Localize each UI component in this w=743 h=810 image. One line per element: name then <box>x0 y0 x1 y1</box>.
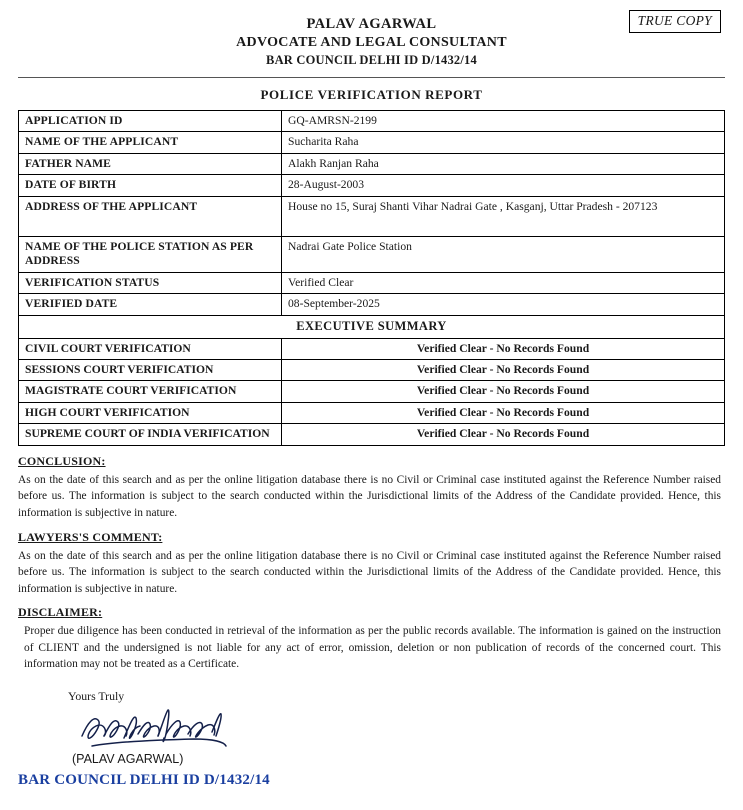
row-value: Verified Clear - No Records Found <box>282 381 725 402</box>
table-row <box>19 236 725 272</box>
advocate-designation: ADVOCATE AND LEGAL CONSULTANT <box>236 35 507 50</box>
row-label: FATHER NAME <box>19 153 282 174</box>
row-label: NAME OF THE APPLICANT <box>19 132 282 153</box>
row-label: VERIFICATION STATUS <box>19 272 282 293</box>
row-value: 08-September-2025 <box>282 294 725 315</box>
table-row <box>19 381 725 402</box>
row-label: DATE OF BIRTH <box>19 175 282 196</box>
disclaimer-section <box>18 605 725 673</box>
conclusion-section <box>18 454 725 522</box>
row-value: 28-August-2003 <box>282 175 725 196</box>
row-value: House no 15, Suraj Shanti Vihar Nadrai Gate , Kasganj, Uttar Pradesh - 207123 <box>282 196 725 236</box>
conclusion-text: As on the date of this search and as per the online litigation database there is no Civil or Criminal case instituted against the Reference Number raised before us. The information is subject to the search conducted within the Jurisdictional limits of the Address of the Candidate provided. Hence, this information is subjective in nature. <box>18 473 721 519</box>
row-value: Verified Clear - No Records Found <box>282 338 725 359</box>
executive-summary-table <box>18 315 725 446</box>
row-label: NAME OF THE POLICE STATION AS PER ADDRESS <box>19 236 282 272</box>
table-row <box>19 294 725 315</box>
row-label: SESSIONS COURT VERIFICATION <box>19 359 282 380</box>
signature-icon <box>74 706 264 754</box>
footer-bar-council-id: BAR COUNCIL DELHI ID D/1432/14 <box>18 771 270 788</box>
closing-salutation: Yours Truly <box>68 688 125 703</box>
row-value: Alakh Ranjan Raha <box>282 153 725 174</box>
lawyers-comment-section <box>18 530 725 598</box>
table-row <box>19 132 725 153</box>
executive-summary-heading: EXECUTIVE SUMMARY <box>19 315 725 338</box>
table-row <box>19 175 725 196</box>
bar-council-id: BAR COUNCIL DELHI ID D/1432/14 <box>266 53 477 67</box>
table-row <box>19 424 725 445</box>
row-value: Verified Clear - No Records Found <box>282 359 725 380</box>
conclusion-heading: CONCLUSION: <box>18 453 106 468</box>
row-label: MAGISTRATE COURT VERIFICATION <box>19 381 282 402</box>
row-value: Verified Clear - No Records Found <box>282 424 725 445</box>
table-row <box>19 111 725 132</box>
table-row <box>19 402 725 423</box>
row-label: CIVIL COURT VERIFICATION <box>19 338 282 359</box>
table-row <box>19 196 725 236</box>
row-value: Nadrai Gate Police Station <box>282 236 725 272</box>
lawyers-comment-heading: LAWYERS'S COMMENT: <box>18 529 163 544</box>
true-copy-stamp: TRUE COPY <box>629 10 721 33</box>
row-label: APPLICATION ID <box>19 111 282 132</box>
table-row <box>19 153 725 174</box>
disclaimer-heading: DISCLAIMER: <box>18 605 103 620</box>
row-value: Verified Clear <box>282 272 725 293</box>
disclaimer-text: Proper due diligence has been conducted in retrieval of the information as per the public records available. The information is gained on the instruction of CLIENT and the undersigned is not liable for any act of error, omission, deletion or non publication of records of the concerned court. This information may not be treated as a Certificate. <box>24 625 721 671</box>
row-label: SUPREME COURT OF INDIA VERIFICATION <box>19 424 282 445</box>
applicant-info-table <box>18 110 725 316</box>
table-row <box>19 338 725 359</box>
header-divider <box>18 77 725 78</box>
signature-block <box>18 689 725 789</box>
row-value: Sucharita Raha <box>282 132 725 153</box>
table-row <box>19 272 725 293</box>
letterhead <box>18 16 725 68</box>
signatory-name: (PALAV AGARWAL) <box>72 751 184 766</box>
row-label: VERIFIED DATE <box>19 294 282 315</box>
table-header-row <box>19 315 725 338</box>
row-value: GQ-AMRSN-2199 <box>282 111 725 132</box>
advocate-name: PALAV AGARWAL <box>306 16 437 32</box>
row-label: ADDRESS OF THE APPLICANT <box>19 196 282 236</box>
lawyers-comment-text: As on the date of this search and as per the online litigation database there is no Civil or Criminal case instituted against the Reference Number raised before us. The information is subject to the search conducted within the Jurisdictional limits of the Address of the Candidate provided. Hence, this information is subjective in nature. <box>18 549 721 595</box>
page-title: POLICE VERIFICATION REPORT <box>260 87 483 102</box>
row-label: HIGH COURT VERIFICATION <box>19 402 282 423</box>
row-value: Verified Clear - No Records Found <box>282 402 725 423</box>
table-row <box>19 359 725 380</box>
